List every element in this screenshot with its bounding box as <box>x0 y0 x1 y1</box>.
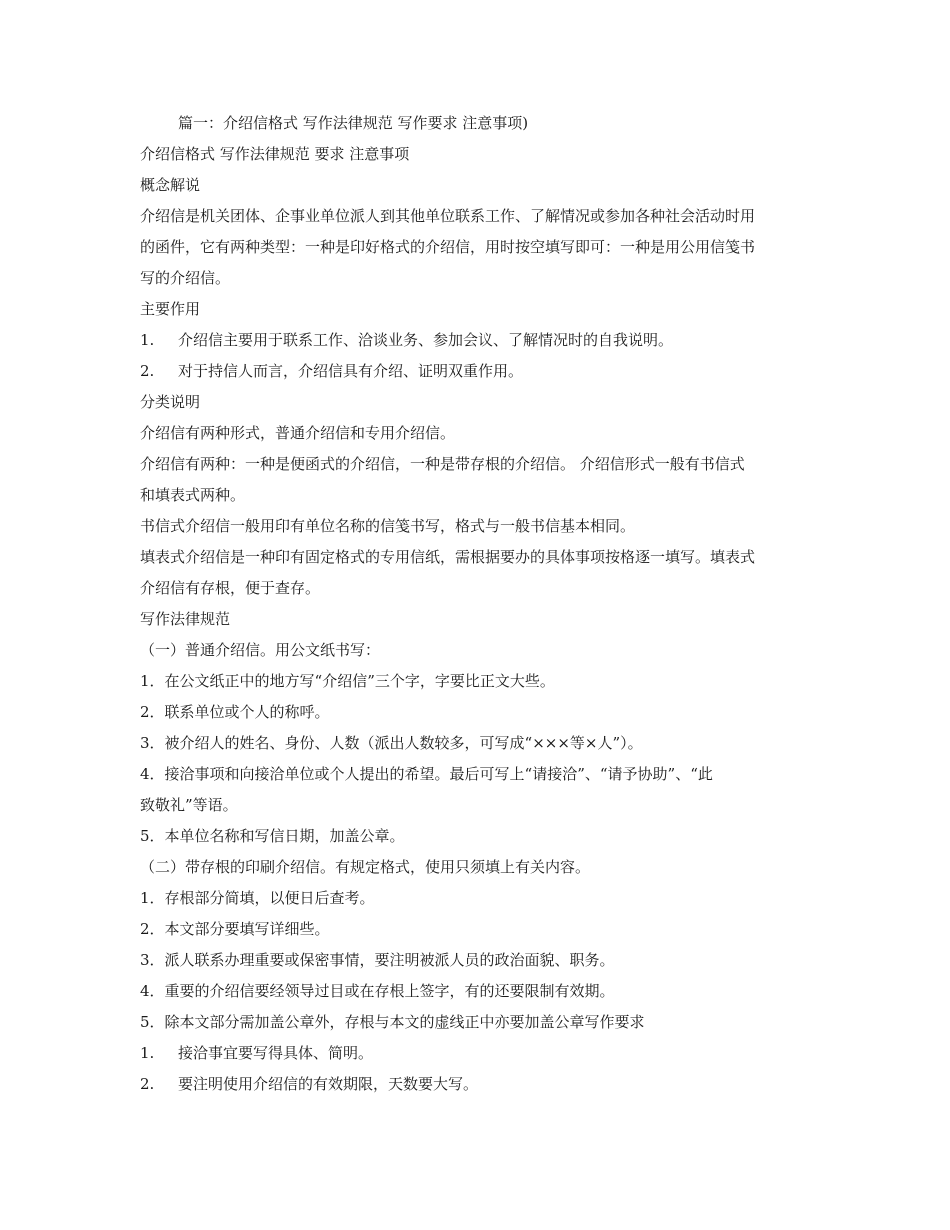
text-line: 介绍信有存根，便于查存。 <box>140 579 321 597</box>
list-number: 2. <box>140 1075 155 1093</box>
list-item: 5．除本文部分需加盖公章外，存根与本文的虚线正中亦要加盖公章写作要求 <box>140 1013 645 1031</box>
list-item: 4．重要的介绍信要经领导过目或在存根上签字，有的还要限制有效期。 <box>140 982 615 1000</box>
category-paragraph <box>140 449 812 511</box>
document-page <box>140 108 812 1100</box>
list-text: 对于持信人而言，介绍信具有介绍、证明双重作用。 <box>178 362 524 380</box>
text-line: 介绍信有两种：一种是便函式的介绍信，一种是带存根的介绍信。 介绍信形式一般有书信式 <box>140 455 745 473</box>
list-item: 2．联系单位或个人的称呼。 <box>140 703 330 721</box>
subsection-heading: （一）普通介绍信。用公文纸书写： <box>140 641 381 659</box>
list-item: 1．存根部分简填，以便日后查考。 <box>140 889 375 907</box>
text-line: 填表式介绍信是一种印有固定格式的专用信纸，需根据要办的具体事项按格逐一填写。填表式 <box>140 548 756 566</box>
text-line: 介绍信有两种形式，普通介绍信和专用介绍信。 <box>140 424 456 442</box>
list-number: 1. <box>140 331 155 349</box>
text-line: 致敬礼”等语。 <box>140 796 238 814</box>
document-subtitle: 介绍信格式 写作法律规范 要求 注意事项 <box>140 145 410 163</box>
section-heading-concept: 概念解说 <box>140 176 201 194</box>
list-item: 2．本文部分要填写详细些。 <box>140 920 330 938</box>
section-heading-norms: 写作法律规范 <box>140 610 231 628</box>
section-heading-category: 分类说明 <box>140 393 201 411</box>
list-item: 3．被介绍人的姓名、身份、人数（派出人数较多，可写成“×××等×人”）。 <box>140 734 643 752</box>
text-line: 书信式介绍信一般用印有单位名称的信笺书写，格式与一般书信基本相同。 <box>140 517 636 535</box>
list-item: 3．派人联系办理重要或保密事情，要注明被派人员的政治面貌、职务。 <box>140 951 615 969</box>
list-item <box>140 1038 812 1069</box>
category-paragraph <box>140 542 812 604</box>
list-item <box>140 1069 812 1100</box>
document-heading: 篇一：介绍信格式 写作法律规范 写作要求 注意事项) <box>178 114 529 132</box>
list-text: 接洽事宜要写得具体、简明。 <box>178 1044 374 1062</box>
list-text: 介绍信主要用于联系工作、洽谈业务、参加会议、了解情况时的自我说明。 <box>178 331 674 349</box>
list-number: 1. <box>140 1044 155 1062</box>
list-number: 2. <box>140 362 155 380</box>
list-item: 5．本单位名称和写信日期，加盖公章。 <box>140 827 405 845</box>
section-heading-function: 主要作用 <box>140 300 201 318</box>
list-item <box>140 759 812 821</box>
text-line: 写的介绍信。 <box>140 269 231 287</box>
text-line: 4．接洽事项和向接洽单位或个人提出的希望。最后可写上“请接洽”、“请予协助”、“此 <box>140 765 713 783</box>
list-text: 要注明使用介绍信的有效期限，天数要大写。 <box>178 1075 479 1093</box>
list-item <box>140 325 812 356</box>
text-line: 的函件，它有两种类型：一种是印好格式的介绍信，用时按空填写即可：一种是用公用信笺书 <box>140 238 756 256</box>
text-line: 和填表式两种。 <box>140 486 246 504</box>
text-line: 介绍信是机关团体、企事业单位派人到其他单位联系工作、了解情况或参加各种社会活动时用 <box>140 207 756 225</box>
concept-paragraph <box>140 201 812 294</box>
list-item <box>140 356 812 387</box>
subsection-heading: （二）带存根的印刷介绍信。有规定格式，使用只须填上有关内容。 <box>140 858 591 876</box>
list-item: 1．在公文纸正中的地方写“介绍信”三个字，字要比正文大些。 <box>140 672 555 690</box>
